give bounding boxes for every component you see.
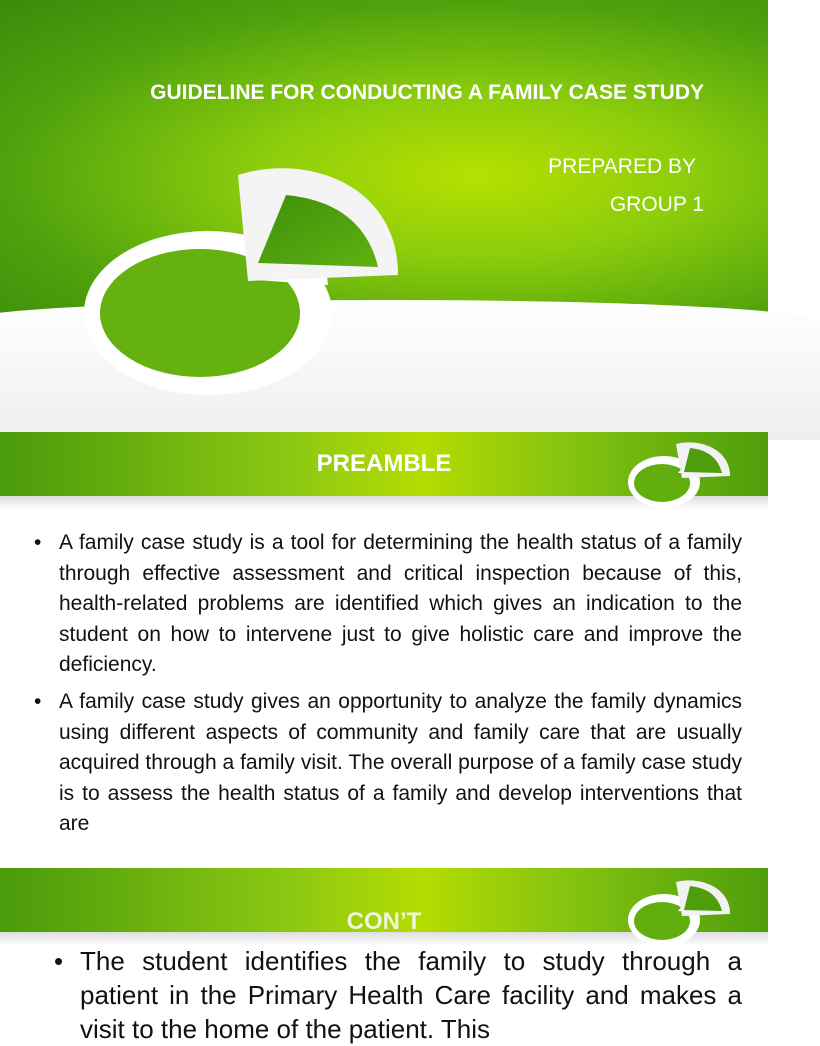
bullet-marker: • bbox=[34, 689, 42, 713]
bullet-marker: • bbox=[54, 946, 64, 976]
list-item bbox=[54, 944, 742, 1046]
prepared-by-label: PREPARED BY bbox=[548, 155, 696, 178]
continued-bullet-list bbox=[54, 944, 742, 1046]
group-label: GROUP 1 bbox=[609, 193, 704, 216]
pie-chart-logo-icon bbox=[68, 155, 428, 395]
preamble-bullet-list bbox=[30, 528, 742, 846]
bullet-text: A family case study gives an opportunity to analyze the family dynamics using different aspects of community and family care that are usually acquired through a family visit. The overall purpose of a family case study is to assess the health status of a family and develop interventions that are bbox=[59, 689, 742, 836]
list-item bbox=[30, 687, 742, 840]
continued-slide bbox=[0, 868, 768, 1044]
list-item bbox=[30, 528, 742, 681]
pie-chart-logo-icon bbox=[626, 440, 738, 510]
bullet-text: A family case study is a tool for determining the health status of a family through effective assessment and critical inspection because of this, health-related problems are identified which gives an indication to the student on how to intervene just to give holistic care and improve the deficiency. bbox=[59, 531, 742, 677]
bullet-marker: • bbox=[34, 531, 42, 554]
bullet-text: The student identifies the family to study through a patient in the Primary Health Care facility and makes a visit to the home of the patient. This bbox=[80, 946, 742, 1044]
slide-heading: CON’T bbox=[346, 908, 422, 935]
slide-heading: PREAMBLE bbox=[316, 450, 452, 477]
presentation-title: GUIDELINE FOR CONDUCTING A FAMILY CASE STUDY bbox=[150, 81, 704, 104]
preamble-slide bbox=[0, 432, 768, 868]
title-slide bbox=[0, 0, 768, 432]
pie-chart-logo-icon bbox=[626, 878, 738, 948]
